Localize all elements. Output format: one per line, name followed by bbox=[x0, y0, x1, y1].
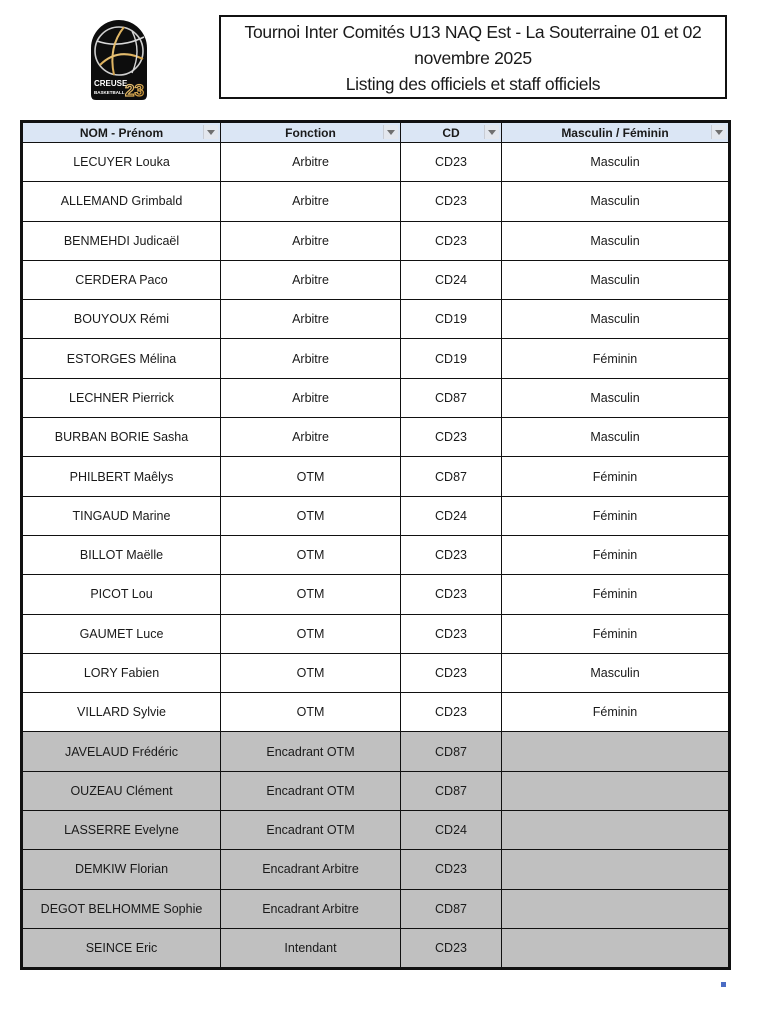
cell-genre[interactable] bbox=[502, 928, 730, 968]
cell-fonction[interactable]: Encadrant Arbitre bbox=[221, 889, 401, 928]
cell-genre[interactable]: Féminin bbox=[502, 339, 730, 378]
cell-name[interactable]: DEGOT BELHOMME Sophie bbox=[22, 889, 221, 928]
cell-fonction[interactable]: Encadrant Arbitre bbox=[221, 850, 401, 889]
cell-name[interactable]: BOUYOUX Rémi bbox=[22, 300, 221, 339]
table-row bbox=[22, 182, 730, 221]
cell-cd[interactable]: CD24 bbox=[401, 260, 502, 299]
title-line-3: Listing des officiels et staff officiels bbox=[345, 74, 601, 94]
logo-number: 23 bbox=[125, 81, 144, 100]
cell-genre[interactable]: Masculin bbox=[502, 260, 730, 299]
column-header-genre[interactable] bbox=[502, 122, 730, 143]
logo-text-creuse: CREUSE bbox=[94, 79, 128, 88]
basketball-logo-icon bbox=[88, 17, 150, 101]
dropdown-filter-icon[interactable] bbox=[203, 125, 218, 139]
cell-cd[interactable]: CD19 bbox=[401, 300, 502, 339]
creuse-basketball-logo bbox=[88, 17, 150, 101]
cell-name[interactable]: BENMEHDI Judicaël bbox=[22, 221, 221, 260]
table-row bbox=[22, 693, 730, 732]
cell-cd[interactable]: CD87 bbox=[401, 889, 502, 928]
table-row bbox=[22, 732, 730, 771]
cell-genre[interactable]: Masculin bbox=[502, 143, 730, 182]
table-row bbox=[22, 889, 730, 928]
table-row bbox=[22, 535, 730, 574]
cell-name[interactable]: LECUYER Louka bbox=[22, 143, 221, 182]
cell-fonction[interactable]: OTM bbox=[221, 575, 401, 614]
cell-genre[interactable] bbox=[502, 771, 730, 810]
cell-cd[interactable]: CD24 bbox=[401, 496, 502, 535]
cell-name[interactable]: GAUMET Luce bbox=[22, 614, 221, 653]
cell-genre[interactable] bbox=[502, 811, 730, 850]
cell-fonction[interactable]: Arbitre bbox=[221, 300, 401, 339]
cell-name[interactable]: TINGAUD Marine bbox=[22, 496, 221, 535]
cell-fonction[interactable]: Arbitre bbox=[221, 260, 401, 299]
officials-table bbox=[20, 120, 731, 970]
title-line-1: Tournoi Inter Comités U13 NAQ Est - La Souterraine 01 et 02 bbox=[244, 22, 702, 42]
table-row bbox=[22, 378, 730, 417]
cell-name[interactable]: SEINCE Eric bbox=[22, 928, 221, 968]
cell-genre[interactable]: Féminin bbox=[502, 535, 730, 574]
cell-genre[interactable] bbox=[502, 889, 730, 928]
cell-genre[interactable]: Masculin bbox=[502, 300, 730, 339]
cell-fonction[interactable]: OTM bbox=[221, 535, 401, 574]
cell-genre[interactable]: Féminin bbox=[502, 457, 730, 496]
cell-fonction[interactable]: OTM bbox=[221, 693, 401, 732]
cell-cd[interactable]: CD23 bbox=[401, 614, 502, 653]
cell-genre[interactable] bbox=[502, 850, 730, 889]
cell-fonction[interactable]: OTM bbox=[221, 496, 401, 535]
cell-cd[interactable]: CD23 bbox=[401, 535, 502, 574]
cell-cd[interactable]: CD87 bbox=[401, 771, 502, 810]
cell-name[interactable]: DEMKIW Florian bbox=[22, 850, 221, 889]
cell-name[interactable]: JAVELAUD Frédéric bbox=[22, 732, 221, 771]
cell-cd[interactable]: CD23 bbox=[401, 182, 502, 221]
table-row bbox=[22, 143, 730, 182]
cell-fonction[interactable]: Encadrant OTM bbox=[221, 771, 401, 810]
cell-fonction[interactable]: Encadrant OTM bbox=[221, 811, 401, 850]
cell-cd[interactable]: CD23 bbox=[401, 850, 502, 889]
cell-cd[interactable]: CD23 bbox=[401, 143, 502, 182]
table-resize-handle[interactable] bbox=[721, 982, 726, 987]
cell-cd[interactable]: CD23 bbox=[401, 418, 502, 457]
cell-name[interactable]: BURBAN BORIE Sasha bbox=[22, 418, 221, 457]
cell-cd[interactable]: CD87 bbox=[401, 378, 502, 417]
table-row bbox=[22, 221, 730, 260]
cell-genre[interactable]: Masculin bbox=[502, 182, 730, 221]
dropdown-filter-icon[interactable] bbox=[711, 125, 726, 139]
column-header-cd[interactable] bbox=[401, 122, 502, 143]
table-row bbox=[22, 457, 730, 496]
cell-fonction[interactable]: Arbitre bbox=[221, 378, 401, 417]
cell-fonction[interactable]: Arbitre bbox=[221, 418, 401, 457]
table-row bbox=[22, 260, 730, 299]
column-header-label: Masculin / Féminin bbox=[561, 125, 669, 140]
cell-genre[interactable]: Masculin bbox=[502, 418, 730, 457]
table-row bbox=[22, 928, 730, 968]
table-row bbox=[22, 850, 730, 889]
title-line-2: novembre 2025 bbox=[414, 48, 532, 68]
cell-name[interactable]: VILLARD Sylvie bbox=[22, 693, 221, 732]
cell-cd[interactable]: CD23 bbox=[401, 693, 502, 732]
table-row bbox=[22, 339, 730, 378]
cell-fonction[interactable]: Arbitre bbox=[221, 339, 401, 378]
cell-cd[interactable]: CD23 bbox=[401, 928, 502, 968]
column-header-nom-prenom[interactable] bbox=[22, 122, 221, 143]
table-header-row bbox=[22, 122, 730, 143]
cell-name[interactable]: CERDERA Paco bbox=[22, 260, 221, 299]
cell-name[interactable]: OUZEAU Clément bbox=[22, 771, 221, 810]
cell-name[interactable]: LECHNER Pierrick bbox=[22, 378, 221, 417]
cell-cd[interactable]: CD19 bbox=[401, 339, 502, 378]
column-header-label: Fonction bbox=[285, 125, 336, 140]
cell-cd[interactable]: CD23 bbox=[401, 575, 502, 614]
cell-name[interactable]: ALLEMAND Grimbald bbox=[22, 182, 221, 221]
table-row bbox=[22, 653, 730, 692]
cell-genre[interactable]: Féminin bbox=[502, 693, 730, 732]
cell-name[interactable]: ESTORGES Mélina bbox=[22, 339, 221, 378]
cell-fonction[interactable]: Arbitre bbox=[221, 143, 401, 182]
cell-name[interactable]: LORY Fabien bbox=[22, 653, 221, 692]
column-header-label: CD bbox=[442, 125, 460, 140]
cell-genre[interactable]: Féminin bbox=[502, 496, 730, 535]
cell-fonction[interactable]: OTM bbox=[221, 457, 401, 496]
cell-genre[interactable]: Masculin bbox=[502, 653, 730, 692]
table-row bbox=[22, 575, 730, 614]
column-header-fonction[interactable] bbox=[221, 122, 401, 143]
table-row bbox=[22, 614, 730, 653]
table-row bbox=[22, 811, 730, 850]
cell-fonction[interactable]: Encadrant OTM bbox=[221, 732, 401, 771]
cell-genre[interactable]: Féminin bbox=[502, 614, 730, 653]
cell-cd[interactable]: CD23 bbox=[401, 221, 502, 260]
cell-fonction[interactable]: OTM bbox=[221, 653, 401, 692]
cell-fonction[interactable]: Arbitre bbox=[221, 182, 401, 221]
cell-genre[interactable]: Féminin bbox=[502, 575, 730, 614]
cell-cd[interactable]: CD23 bbox=[401, 653, 502, 692]
cell-cd[interactable]: CD87 bbox=[401, 457, 502, 496]
cell-genre[interactable] bbox=[502, 732, 730, 771]
cell-fonction[interactable]: Intendant bbox=[221, 928, 401, 968]
cell-genre[interactable]: Masculin bbox=[502, 221, 730, 260]
column-header-label: NOM - Prénom bbox=[79, 125, 164, 140]
cell-fonction[interactable]: OTM bbox=[221, 614, 401, 653]
logo-text-basketball: BASKETBALL bbox=[94, 90, 125, 95]
cell-fonction[interactable]: Arbitre bbox=[221, 221, 401, 260]
dropdown-filter-icon[interactable] bbox=[383, 125, 398, 139]
cell-name[interactable]: PICOT Lou bbox=[22, 575, 221, 614]
cell-genre[interactable]: Masculin bbox=[502, 378, 730, 417]
table-row bbox=[22, 300, 730, 339]
table-row bbox=[22, 418, 730, 457]
dropdown-filter-icon[interactable] bbox=[484, 125, 499, 139]
table-row bbox=[22, 771, 730, 810]
cell-name[interactable]: BILLOT Maëlle bbox=[22, 535, 221, 574]
cell-name[interactable]: LASSERRE Evelyne bbox=[22, 811, 221, 850]
cell-cd[interactable]: CD87 bbox=[401, 732, 502, 771]
table-row bbox=[22, 496, 730, 535]
cell-name[interactable]: PHILBERT Maêlys bbox=[22, 457, 221, 496]
cell-cd[interactable]: CD24 bbox=[401, 811, 502, 850]
document-title-box bbox=[219, 15, 727, 99]
